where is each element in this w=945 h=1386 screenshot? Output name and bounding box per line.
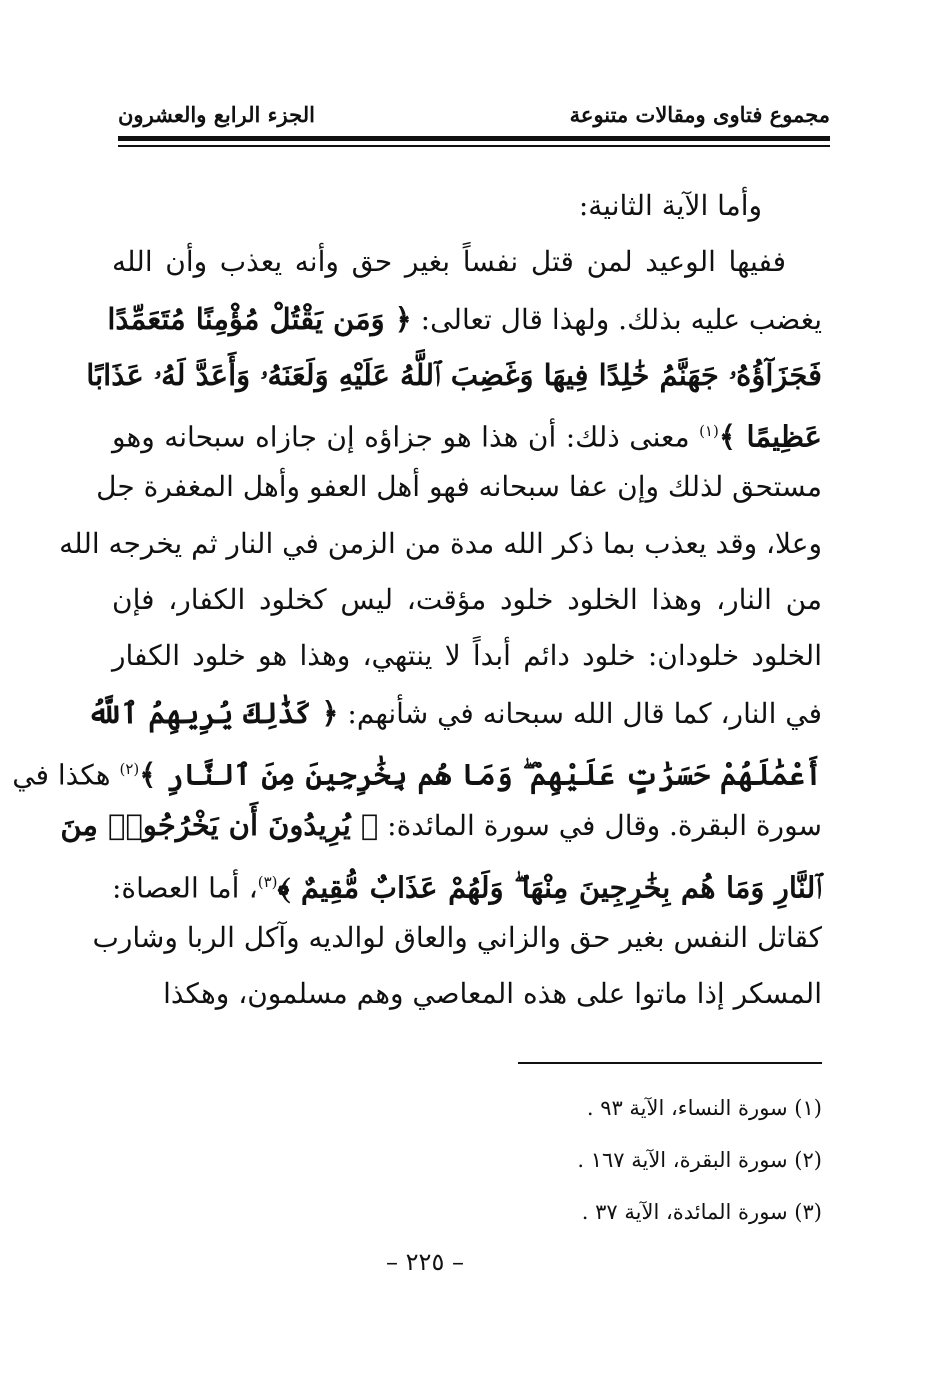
- page-number: – ٢٢٥ –: [386, 1248, 464, 1276]
- body-text-run: من النار، وهذا الخلود خلود مؤقت، ليس كخلود الكفار، فإن: [112, 583, 822, 617]
- header-book-title: مجموع فتاوى ومقالات متنوعة: [569, 101, 830, 127]
- body-line: [112, 403, 822, 459]
- footnote-2: (٢) سورة البقرة، الآية ١٦٧ .: [577, 1148, 822, 1172]
- quran-verse: ﴿ يُرِيدُونَ أَن يَخْرُجُوا۟ مِنَ: [60, 808, 379, 843]
- footnote-3: (٣) سورة المائدة، الآية ٣٧ .: [581, 1200, 822, 1224]
- body-text-run: المسكر إذا ماتوا على هذه المعاصي وهم مسلمون، وهكذا: [163, 977, 822, 1011]
- body-line: [107, 291, 822, 347]
- quran-verse: ﴿ وَمَن يَقْتُلْ مُؤْمِنًا مُتَعَمِّدًا: [107, 301, 412, 336]
- quran-verse: ﴿ كَذَٰلِكَ يُرِيهِمُ ٱللَّهُ: [87, 695, 339, 730]
- body-line: [112, 234, 822, 290]
- body-text-run: كقاتل النفس بغير حق والزاني والعاق لوالديه وآكل الربا وشارب: [92, 920, 822, 954]
- body-line: [112, 572, 822, 628]
- footnote-1: (١) سورة النساء، الآية ٩٣ .: [586, 1096, 822, 1120]
- body-line: [112, 178, 822, 234]
- running-header: [118, 96, 830, 132]
- body-line: [12, 741, 822, 797]
- body-text: [12, 178, 822, 1022]
- quran-verse: عَظِيمًا ﴾: [718, 419, 822, 454]
- body-text-run: في النار، كما قال الله سبحانه في شأنهم:: [338, 696, 822, 730]
- quran-verse: ٱلنَّارِ وَمَا هُم بِخَٰرِجِينَ مِنْهَا ۖ وَلَهُمْ عَذَابٌ مُّقِيمٌ ﴾: [277, 869, 822, 904]
- body-line: [86, 347, 822, 403]
- body-line: [112, 628, 822, 684]
- body-line: [59, 516, 822, 572]
- footnote-ref: (١): [699, 422, 719, 441]
- header-rule-thin: [118, 145, 830, 147]
- body-text-run: ففيها الوعيد لمن قتل نفساً بغير حق وأنه يعذب وأن الله: [112, 245, 786, 279]
- footnote-ref: (٢): [119, 759, 140, 778]
- quran-verse: فَجَزَآؤُهُۥ جَهَنَّمُ خَٰلِدًا فِيهَا وَغَضِبَ ٱللَّهُ عَلَيْهِ وَلَعَنَهُۥ وَأَعَدَّ لَهُۥ عَذَابًا: [86, 357, 822, 392]
- footnote-separator: [518, 1062, 822, 1064]
- body-text-run: يغضب عليه بذلك. ولهذا قال تعالى:: [411, 302, 822, 336]
- body-text-run: ، أما العصاة:: [112, 870, 258, 904]
- body-text-run: مستحق لذلك وإن عفا سبحانه فهو أهل العفو وأهل المغفرة جل: [96, 470, 822, 504]
- quran-verse: أَعْمَٰلَهُمْ حَسَرَٰتٍ عَلَيْهِمْ ۖ وَمَا هُم بِخَٰرِجِينَ مِنَ ٱلنَّارِ ﴾: [139, 757, 822, 792]
- body-line: [112, 854, 822, 910]
- body-line: [92, 910, 822, 966]
- body-text-run: سورة البقرة. وقال في سورة المائدة:: [378, 809, 822, 843]
- body-text-run: وعلا، وقد يعذب بما ذكر الله مدة من الزمن في النار ثم يخرجه الله: [59, 526, 822, 560]
- footnote-ref: (٣): [257, 872, 278, 891]
- body-line: [87, 685, 822, 741]
- body-line: [112, 966, 822, 1022]
- body-text-run: الخلود خلودان: خلود دائم أبداً لا ينتهي، وهذا هو خلود الكفار: [112, 639, 822, 673]
- header-volume-title: الجزء الرابع والعشرون: [118, 101, 315, 127]
- body-text-run: وأما الآية الثانية:: [578, 189, 762, 222]
- body-text-run: معنى ذلك: أن هذا هو جزاؤه إن جازاه سبحانه وهو: [112, 420, 700, 454]
- footnotes: [300, 1088, 822, 1244]
- header-rule-thick: [118, 136, 830, 141]
- body-text-run: هكذا في: [12, 758, 120, 792]
- body-line: [96, 459, 822, 515]
- body-line: [60, 797, 822, 853]
